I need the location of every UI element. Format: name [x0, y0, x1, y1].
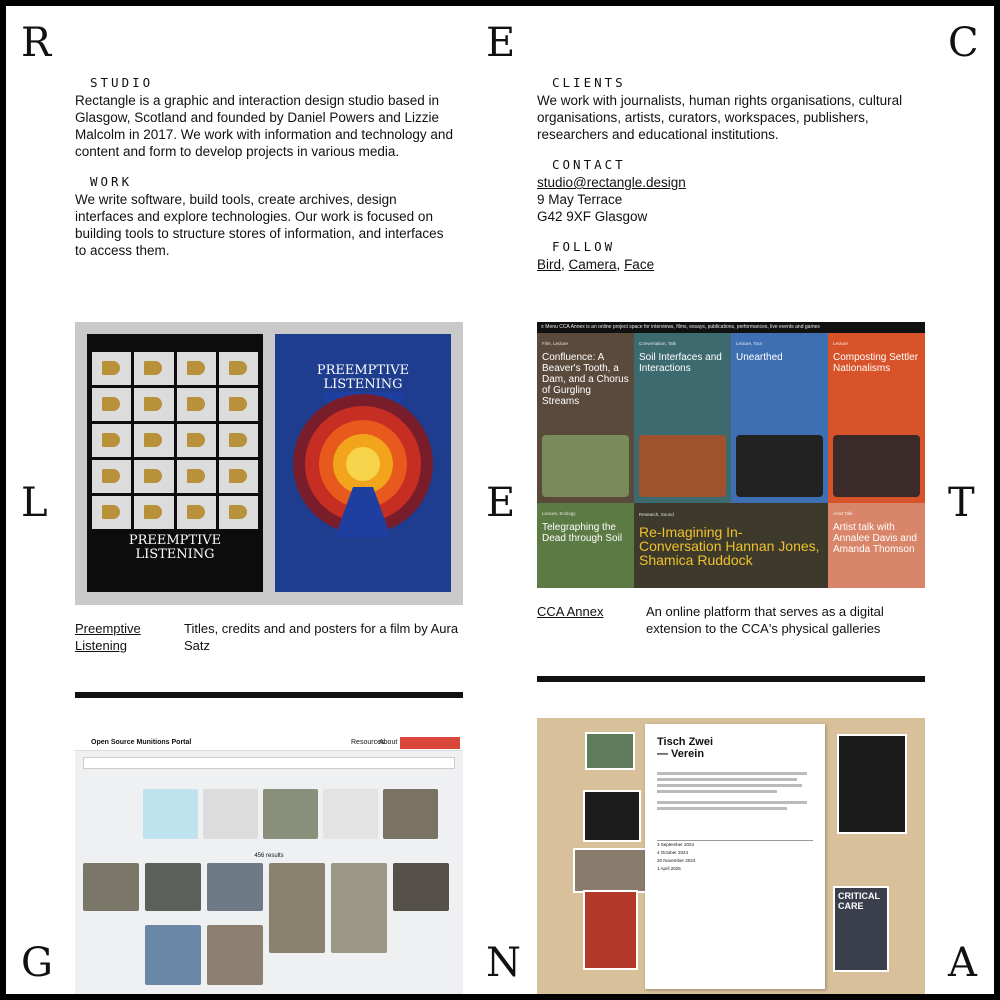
cca-cell-photo	[736, 435, 823, 497]
letter-a: A	[948, 940, 977, 986]
cca-cell-title: Re-Imagining In-Conversation Hannan Jones, Shamica Ruddock	[639, 524, 820, 568]
munitions-nav-resources: Resources	[351, 739, 385, 746]
letter-e-top: E	[486, 20, 516, 66]
email-link[interactable]: studio@rectangle.design	[537, 175, 686, 190]
cca-cell-title: Composting Settler Nationalisms	[833, 352, 919, 374]
contact-column	[537, 74, 932, 273]
result-tile	[331, 863, 387, 953]
letter-e-middle: E	[486, 480, 516, 526]
follow-sep: ,	[616, 257, 625, 272]
cca-cell-7	[828, 503, 925, 588]
tisch-date: 1 April 2025	[657, 866, 681, 871]
page-frame	[6, 6, 994, 994]
contact-heading: CONTACT	[552, 157, 626, 172]
letter-g: G	[21, 940, 53, 986]
poster-b-title: PREEMPTIVE LISTENING	[316, 363, 410, 392]
featured-tile	[203, 789, 258, 839]
cca-cell-title: Artist talk with Annalee Davis and Amanda Thomson	[833, 522, 917, 555]
tisch-book-cover	[837, 734, 907, 834]
work-text: We write software, build tools, create archives, design interfaces and explore technologies. Our work is focused on building tools to structure stores of information, and interfaces to access them.	[75, 192, 444, 258]
cca-cell-title: Unearthed	[736, 352, 783, 363]
letter-c: C	[948, 20, 979, 66]
munitions-results-count: 456 results	[254, 853, 284, 859]
follow-link-bird[interactable]: Bird	[537, 257, 562, 272]
about-column	[75, 74, 455, 272]
tisch-photo-bus	[583, 890, 638, 970]
section-divider-right	[537, 676, 925, 682]
tisch-date: 3 September 2024	[657, 842, 695, 847]
tisch-photo-mountain	[585, 732, 635, 770]
munitions-portal-image[interactable]	[75, 735, 463, 994]
tisch-letter-body	[657, 772, 813, 810]
cca-cell-5	[537, 503, 634, 588]
featured-tile	[263, 789, 318, 839]
preemptive-listening-desc: Titles, credits and and posters for a film by Aura Satz	[184, 621, 459, 653]
cca-cell-3	[731, 333, 828, 503]
follow-heading: FOLLOW	[552, 239, 616, 254]
result-tile	[145, 863, 201, 911]
poster-a-title: PREEMPTIVE LISTENING	[128, 533, 222, 562]
cca-cell-photo	[833, 435, 920, 497]
horn-grid	[92, 352, 258, 529]
work-heading: WORK	[90, 174, 133, 189]
tisch-dates	[657, 840, 813, 873]
clients-text: We work with journalists, human rights organisations, cultural organisations, artists, curators, workspaces, publishers, researchers and educational institutions.	[537, 93, 903, 142]
result-tile	[145, 925, 201, 985]
poster-black	[87, 334, 263, 592]
tisch-date: 4 October 2024	[657, 850, 689, 855]
cca-annex-image[interactable]	[537, 322, 925, 588]
preemptive-listening-image[interactable]	[75, 322, 463, 605]
cca-cell-tag: Lecture, Tour	[736, 341, 763, 346]
studio-heading: STUDIO	[90, 75, 154, 90]
cca-cell-title: Soil Interfaces and Interactions	[639, 352, 722, 374]
cca-topbar: ≡ Menu CCA Annex is an online project space for interviews, films, essays, publications, performances, live events and games	[537, 322, 925, 333]
preemptive-listening-link[interactable]: Preemptive Listening	[75, 621, 141, 653]
result-tile	[269, 863, 325, 953]
letter-l: L	[21, 480, 48, 526]
follow-link-camera[interactable]: Camera	[568, 257, 617, 272]
tisch-note-black	[583, 790, 641, 842]
munitions-header	[75, 735, 463, 751]
result-tile	[207, 925, 263, 985]
cca-cell-6	[634, 503, 828, 588]
tisch-title: Tisch Zwei — Verein	[657, 736, 714, 760]
cca-cell-tag: Lecture	[833, 341, 849, 346]
cca-annex-link[interactable]: CCA Annex	[537, 604, 604, 619]
follow-links	[537, 256, 932, 273]
letter-n: N	[486, 940, 521, 986]
result-tile	[393, 863, 449, 911]
cca-cell-2	[634, 333, 731, 503]
munitions-nav-about: About	[379, 739, 398, 746]
munitions-featured	[83, 789, 455, 841]
poster-blue	[275, 334, 451, 592]
featured-tile	[323, 789, 378, 839]
featured-tile	[143, 789, 198, 839]
clients-heading: CLIENTS	[552, 75, 626, 90]
cca-cell-title: Confluence: A Beaver's Tooth, a Dam, and a Chorus of Gurgling Streams	[542, 352, 629, 407]
tisch-date: 20 November 2024	[657, 858, 696, 863]
cca-cell-tag: Conversation, Talk	[639, 341, 676, 346]
address-line-1: 9 May Terrace	[537, 192, 623, 207]
address-line-2: G42 9XF Glasgow	[537, 209, 648, 224]
cca-annex-desc: An online platform that serves as a digital extension to the CCA's physical galleries	[646, 604, 884, 636]
follow-sep: ,	[561, 257, 569, 272]
cca-cell-photo	[542, 435, 629, 497]
munitions-title: Open Source Munitions Portal	[91, 739, 192, 746]
section-divider-left	[75, 692, 463, 698]
follow-link-face[interactable]: Face	[624, 257, 655, 272]
munitions-alert	[400, 737, 460, 749]
munitions-filters	[83, 757, 455, 769]
tisch-zwei-image[interactable]	[537, 718, 925, 994]
contact-block	[537, 174, 932, 225]
featured-tile	[383, 789, 438, 839]
tisch-document	[645, 724, 825, 989]
cca-cell-tag: Research, Sound	[639, 512, 674, 517]
cca-cell-tag: Film, Lecture	[542, 341, 569, 346]
result-tile	[83, 863, 139, 911]
tisch-photo-people	[573, 848, 648, 893]
cca-cell-tag: Lecture, Ecology	[542, 511, 576, 516]
cca-cell-tag: Artist Talk	[833, 511, 853, 516]
studio-text: Rectangle is a graphic and interaction design studio based in Glasgow, Scotland and founded by Daniel Powers and Lizzie Malcolm in 2017. We work with information and technology and content and form to develop projects in various media.	[75, 93, 453, 159]
cca-cell-photo	[639, 435, 726, 497]
tisch-poster-critical-care: CRITICAL CARE	[833, 886, 889, 972]
letter-r: R	[21, 20, 52, 66]
cca-cell-1	[537, 333, 634, 503]
cca-cell-4	[828, 333, 925, 503]
letter-t: T	[948, 480, 975, 526]
cca-cell-title: Telegraphing the Dead through Soil	[542, 522, 623, 544]
result-tile	[207, 863, 263, 911]
poster-b-graphic	[275, 392, 451, 537]
